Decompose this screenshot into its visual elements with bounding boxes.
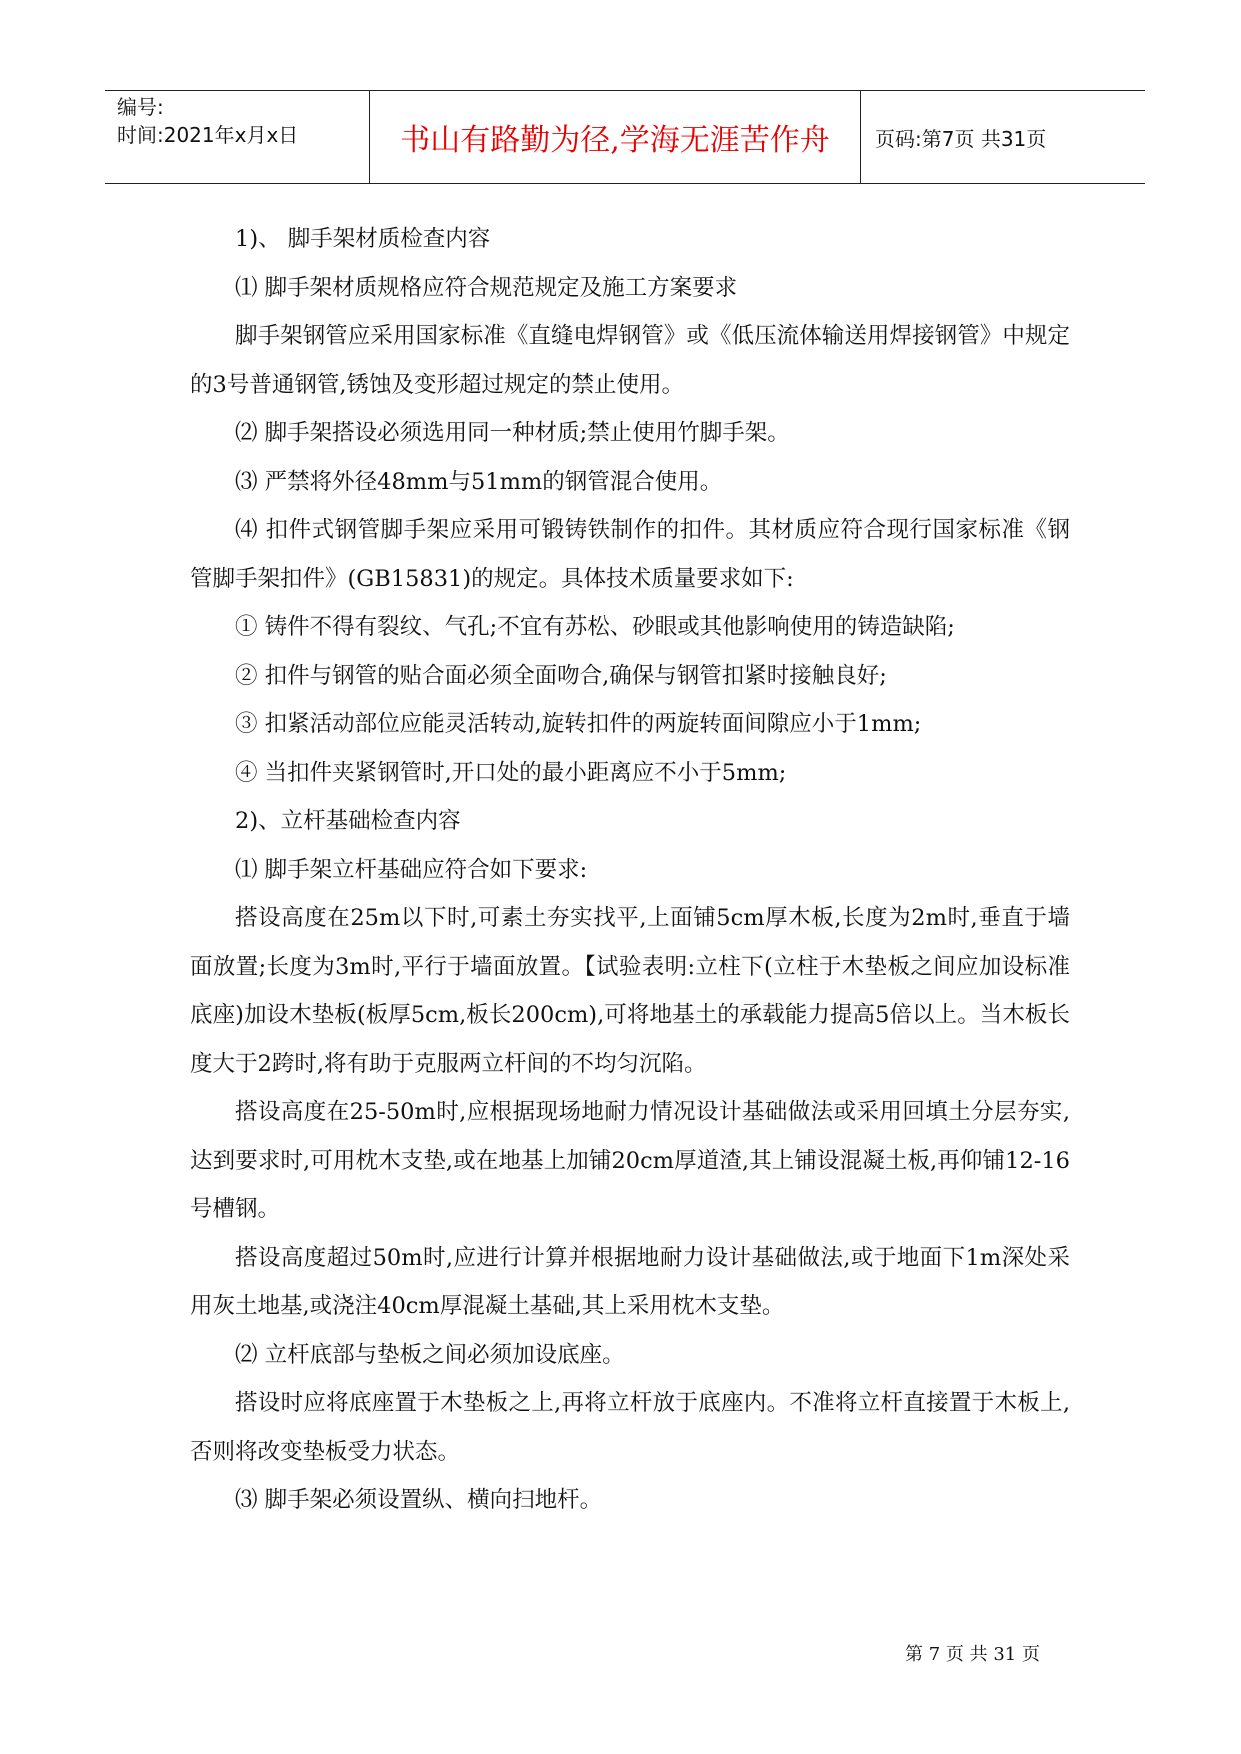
paragraph: ⑵ 立杆底部与垫板之间必须加设底座。 xyxy=(235,1341,625,1368)
paragraph: ⑴ 脚手架材质规格应符合规范规定及施工方案要求 xyxy=(235,274,738,301)
paragraph: 搭设高度在25m以下时,可素土夯实找平,上面铺5cm厚木板,长度为2m时,垂直于墙面放置;长度为3m时,平行于墙面放置。【试验表明:立柱下(立柱于木垫板之间应加设标准底座)加设木垫板(板厚5cm,板长200cm),可将地基土的承载能力提高5倍以上。当木板长度大于2跨时,将有助于克服两立杆间的不均匀沉陷。 xyxy=(190,905,1070,1077)
paragraph: 脚手架钢管应采用国家标准《直缝电焊钢管》或《低压流体输送用焊接钢管》中规定的3号普通钢管,锈蚀及变形超过规定的禁止使用。 xyxy=(190,323,1070,398)
paragraph: 搭设高度超过50m时,应进行计算并根据地耐力设计基础做法,或于地面下1m深处采用灰土地基,或浇注40cm厚混凝土基础,其上采用枕木支垫。 xyxy=(190,1244,1070,1319)
section-heading-1: 1)、 脚手架材质检查内容 xyxy=(235,226,491,252)
section-heading-2: 2)、立杆基础检查内容 xyxy=(235,808,461,834)
page-header xyxy=(105,90,1145,184)
list-item: ② 扣件与钢管的贴合面必须全面吻合,确保与钢管扣紧时接触良好; xyxy=(235,662,887,689)
paragraph: 搭设时应将底座置于木垫板之上,再将立杆放于底座内。不准将立杆直接置于木板上,否则将改变垫板受力状态。 xyxy=(190,1390,1070,1465)
header-meta xyxy=(117,91,367,185)
page-footer: 第 7 页 共 31 页 xyxy=(905,1644,1040,1665)
list-item: ③ 扣紧活动部位应能灵活转动,旋转扣件的两旋转面间隙应小于1mm; xyxy=(235,711,922,737)
header-page-info: 页码:第7页 共31页 xyxy=(875,126,1047,151)
document-number-label: 编号: xyxy=(117,95,164,119)
paragraph: 搭设高度在25-50m时,应根据现场地耐力情况设计基础做法或采用回填土分层夯实,达到要求时,可用枕木支垫,或在地基上加铺20cm厚道渣,其上铺设混凝土板,再仰铺12-16号槽钢。 xyxy=(190,1099,1070,1222)
paragraph: ⑴ 脚手架立杆基础应符合如下要求: xyxy=(235,856,588,883)
list-item: ① 铸件不得有裂纹、气孔;不宜有苏松、砂眼或其他影响使用的铸造缺陷; xyxy=(235,614,955,640)
paragraph: ⑶ 严禁将外径48mm与51mm的钢管混合使用。 xyxy=(235,468,723,495)
paragraph: ⑶ 脚手架必须设置纵、横向扫地杆。 xyxy=(235,1487,603,1513)
document-time-label: 时间:2021年x月x日 xyxy=(117,123,299,147)
header-motto: 书山有路勤为径,学海无涯苦作舟 xyxy=(369,91,861,183)
paragraph: ⑷ 扣件式钢管脚手架应采用可锻铸铁制作的扣件。其材质应符合现行国家标准《钢管脚手架扣件》(GB15831)的规定。具体技术质量要求如下: xyxy=(190,517,1070,592)
document-body xyxy=(190,215,1070,1525)
list-item: ④ 当扣件夹紧钢管时,开口处的最小距离应不小于5mm; xyxy=(235,759,787,786)
paragraph: ⑵ 脚手架搭设必须选用同一种材质;禁止使用竹脚手架。 xyxy=(235,420,790,446)
